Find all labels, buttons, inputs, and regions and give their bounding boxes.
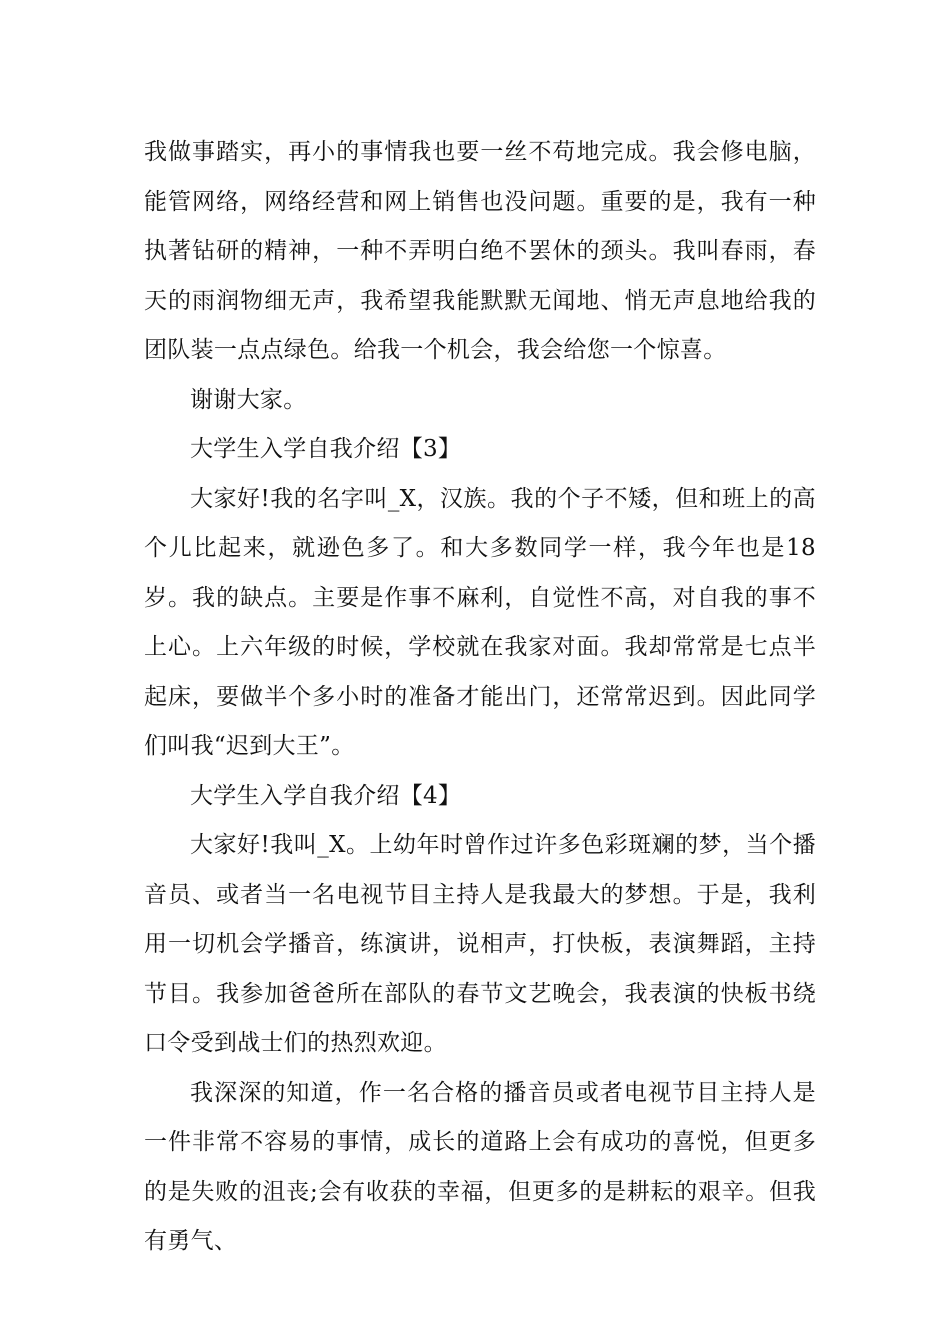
section-heading-3: 大学生入学自我介绍【3】 <box>190 436 462 462</box>
paragraph-continuation: 我做事踏实，再小的事情我也要一丝不苟地完成。我会修电脑，能管网络，网络经营和网上销售也没问题。重要的是，我有一种执著钻研的精神，一种不弄明白绝不罢休的颈头。我叫春雨，春天的雨润物细无声，我希望我能默默无闻地、悄无声息地给我的团队装一点点绿色。给我一个机会，我会给您一个惊喜。 <box>144 139 816 363</box>
paragraph-intro-4-continued: 我深深的知道，作一名合格的播音员或者电视节目主持人是一件非常不容易的事情，成长的道路上会有成功的喜悦，但更多的是失败的沮丧;会有收获的幸福，但更多的是耕耘的艰辛。但我有勇气、 <box>144 1079 816 1254</box>
document-body <box>144 128 816 1267</box>
paragraph-intro-3: 大家好!我的名字叫_X，汉族。我的个子不矮，但和班上的高个儿比起来，就逊色多了。和大多数同学一样，我今年也是18岁。我的缺点。主要是作事不麻利，自觉性不高，对自我的事不上心。上六年级的时候，学校就在我家对面。我却常常是七点半起床，要做半个多小时的准备才能出门，还常常迟到。因此同学们叫我“迟到大王”。 <box>144 485 816 759</box>
section-heading-4: 大学生入学自我介绍【4】 <box>190 782 462 809</box>
paragraph-intro-4: 大家好!我叫_X。上幼年时曾作过许多色彩斑斓的梦，当个播音员、或者当一名电视节目主持人是我最大的梦想。于是，我利用一切机会学播音，练演讲，说相声，打快板，表演舞蹈，主持节目。我参加爸爸所在部队的春节文艺晚会，我表演的快板书绕口令受到战士们的热烈欢迎。 <box>144 832 816 1056</box>
paragraph-thanks: 谢谢大家。 <box>190 386 307 413</box>
